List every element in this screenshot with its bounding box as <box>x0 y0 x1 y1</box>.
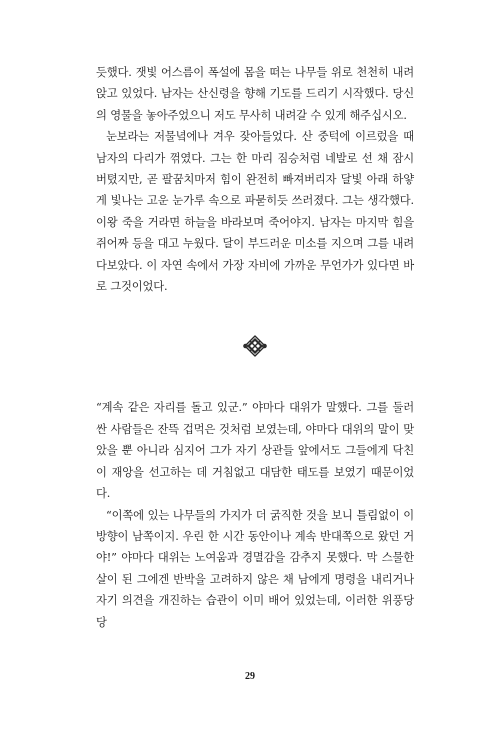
paragraph-1: 듯했다. 잿빛 어스름이 폭설에 몸을 떠는 나무들 위로 천천히 내려앉고 있었다. 남자는 산신령을 향해 기도를 드리기 시작했다. 당신의 영물을 놓아주었으니 저도 무사히 내려갈 수 있게 해주십시오. <box>96 66 414 122</box>
section-divider <box>96 325 414 367</box>
page-number: 29 <box>245 671 255 682</box>
page-body <box>96 62 414 633</box>
paragraph-3: “계속 같은 자리를 돌고 있군.” 야마다 대위가 말했다. 그를 둘러싼 사람들은 잔뜩 겁먹은 것처럼 보였는데, 야마다 대위의 말이 맞았을 뿐 아니라 심지어 그가 자기 상관들 앞에서도 그들에게 닥친 이 재앙을 선고하는 데 거침없고 대담한 태도를 보였기 때문이었다. <box>96 401 414 501</box>
endless-knot-ornament-icon <box>243 334 267 358</box>
paragraph-4: “이쪽에 있는 나무들의 가지가 더 굵직한 것을 보니 틀림없이 이 방향이 남쪽이지. 우린 한 시간 동안이나 계속 반대쪽으로 왔던 거야!” 야마다 대위는 노여움과 경멸감을 감추지 못했다. 막 스물한 살이 된 그에겐 반박을 고려하지 않은 채 남에게 명령을 내리거나 자기 의견을 개진하는 습관이 이미 배어 있었는데, 이러한 위풍당당 <box>96 508 414 629</box>
paragraph-2: 눈보라는 저물녘에나 겨우 잦아들었다. 산 중턱에 이르렀을 때 남자의 다리가 꺾였다. 그는 한 마리 짐승처럼 네발로 선 채 잠시 버텼지만, 곧 팔꿈치마저 힘이 완전히 빠져버리자 달빛 아래 하얗게 빛나는 고운 눈가루 속으로 파묻히듯 쓰러졌다. 그는 생각했다. 이왕 죽을 거라면 하늘을 바라보며 죽어야지. 남자는 마지막 힘을 쥐어짜 등을 대고 누웠다. 달이 부드러운 미소를 지으며 그를 내려다보았다. 이 자연 속에서 가장 자비에 가까운 무언가가 있다면 바로 그것이었다. <box>96 130 414 294</box>
